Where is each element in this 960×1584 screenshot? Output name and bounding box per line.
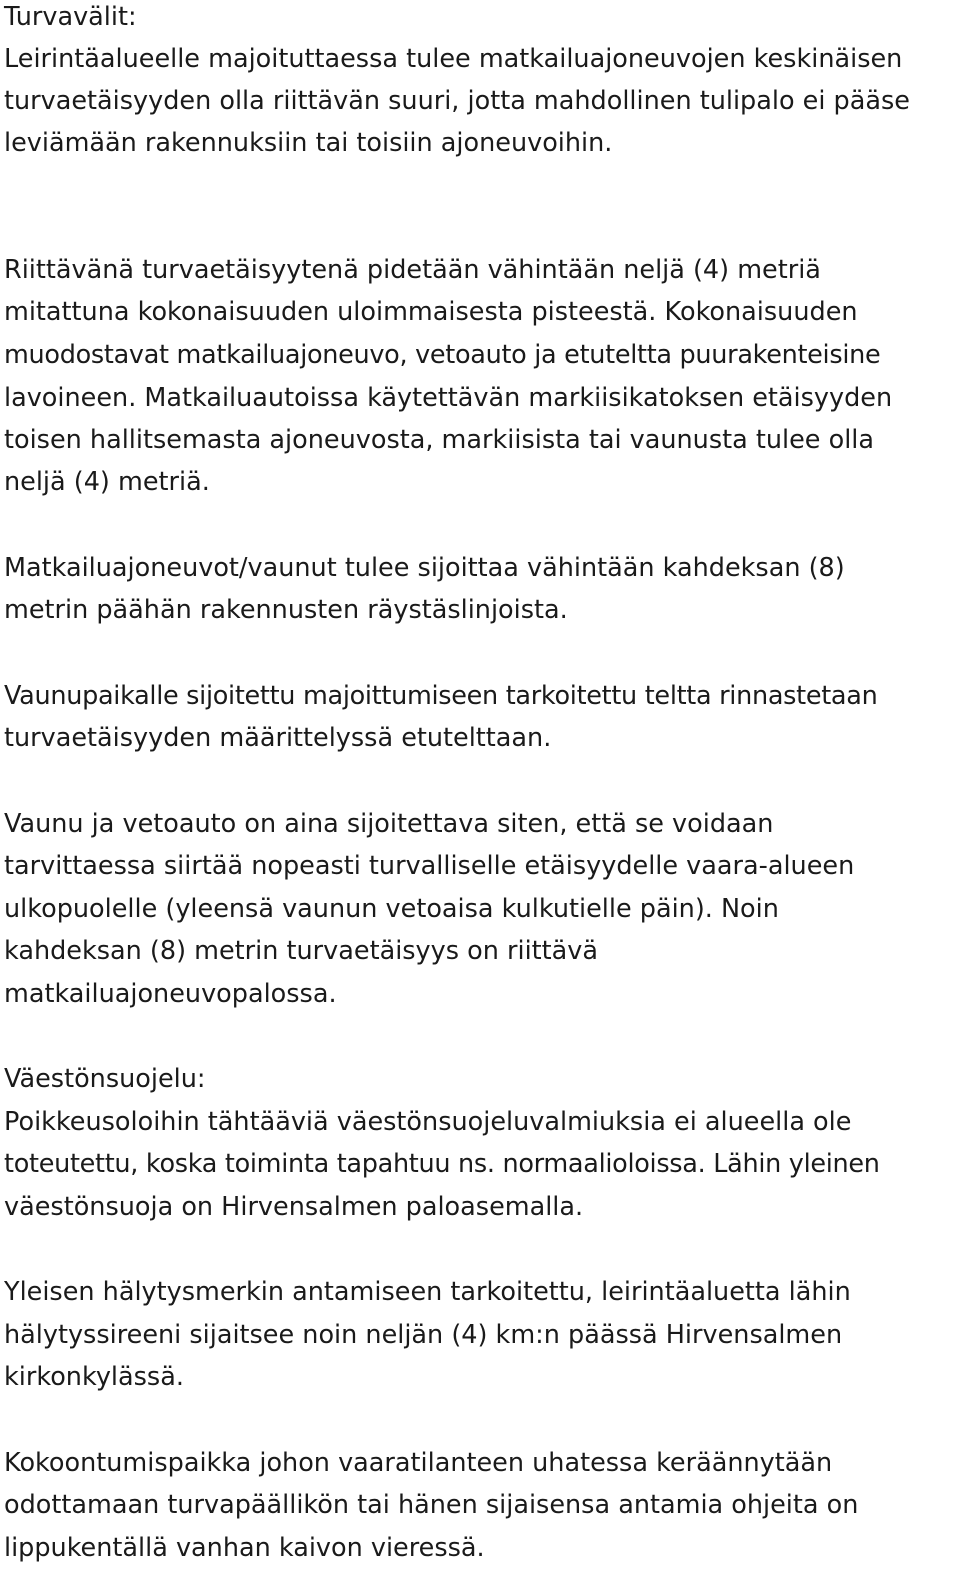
paragraph-line: hälytyssireeni sijaitsee noin neljän (4) km:n päässä Hirvensalmen bbox=[4, 1320, 843, 1350]
paragraph-line: mitattuna kokonaisuuden uloimmaisesta pisteestä. Kokonaisuuden bbox=[4, 297, 858, 327]
paragraph-line: kirkonkylässä. bbox=[4, 1362, 184, 1392]
paragraph-line: turvaetäisyyden olla riittävän suuri, jotta mahdollinen tulipalo ei pääse bbox=[4, 86, 910, 116]
paragraph-line: Vaunupaikalle sijoitettu majoittumiseen tarkoitettu teltta rinnastetaan bbox=[4, 681, 878, 711]
paragraph-line: ulkopuolelle (yleensä vaunun vetoaisa kulkutielle päin). Noin bbox=[4, 894, 779, 924]
paragraph-line: lippukentällä vanhan kaivon vieressä. bbox=[4, 1533, 485, 1563]
section-heading-turvavalit: Turvavälit: bbox=[4, 2, 137, 32]
section-heading-vaestonsuojelu: Väestönsuojelu: bbox=[4, 1064, 206, 1094]
paragraph-line: Vaunu ja vetoauto on aina sijoitettava siten, että se voidaan bbox=[4, 809, 774, 839]
paragraph-line: muodostavat matkailuajoneuvo, vetoauto ja etuteltta puurakenteisine bbox=[4, 340, 881, 370]
paragraph-line: Yleisen hälytysmerkin antamiseen tarkoitettu, leirintäaluetta lähin bbox=[4, 1277, 851, 1307]
paragraph-line: Riittävänä turvaetäisyytenä pidetään vähintään neljä (4) metriä bbox=[4, 255, 821, 285]
paragraph-line: toisen hallitsemasta ajoneuvosta, markiisista tai vaunusta tulee olla bbox=[4, 425, 874, 455]
paragraph-line: leviämään rakennuksiin tai toisiin ajoneuvoihin. bbox=[4, 128, 613, 158]
paragraph-line: tarvittaessa siirtää nopeasti turvalliselle etäisyydelle vaara-alueen bbox=[4, 851, 855, 881]
paragraph-line: Leirintäalueelle majoituttaessa tulee matkailuajoneuvojen keskinäisen bbox=[4, 44, 903, 74]
paragraph-line: neljä (4) metriä. bbox=[4, 467, 210, 497]
paragraph-line: lavoineen. Matkailuautoissa käytettävän markiisikatoksen etäisyyden bbox=[4, 383, 893, 413]
paragraph-line: kahdeksan (8) metrin turvaetäisyys on riittävä bbox=[4, 936, 598, 966]
paragraph-line: Kokoontumispaikka johon vaaratilanteen uhatessa keräännytään bbox=[4, 1448, 833, 1478]
paragraph-line: odottamaan turvapäällikön tai hänen sijaisensa antamia ohjeita on bbox=[4, 1490, 859, 1520]
paragraph-line: metrin päähän rakennusten räystäslinjoista. bbox=[4, 595, 568, 625]
paragraph-line: toteutettu, koska toiminta tapahtuu ns. normaalioloissa. Lähin yleinen bbox=[4, 1149, 880, 1179]
paragraph-line: Poikkeusoloihin tähtääviä väestönsuojeluvalmiuksia ei alueella ole bbox=[4, 1107, 852, 1137]
paragraph-line: matkailuajoneuvopalossa. bbox=[4, 979, 337, 1009]
paragraph-line: väestönsuoja on Hirvensalmen paloasemalla. bbox=[4, 1192, 584, 1222]
paragraph-line: Matkailuajoneuvot/vaunut tulee sijoittaa vähintään kahdeksan (8) bbox=[4, 553, 845, 583]
paragraph-line: turvaetäisyyden määrittelyssä etutelttaan. bbox=[4, 723, 552, 753]
